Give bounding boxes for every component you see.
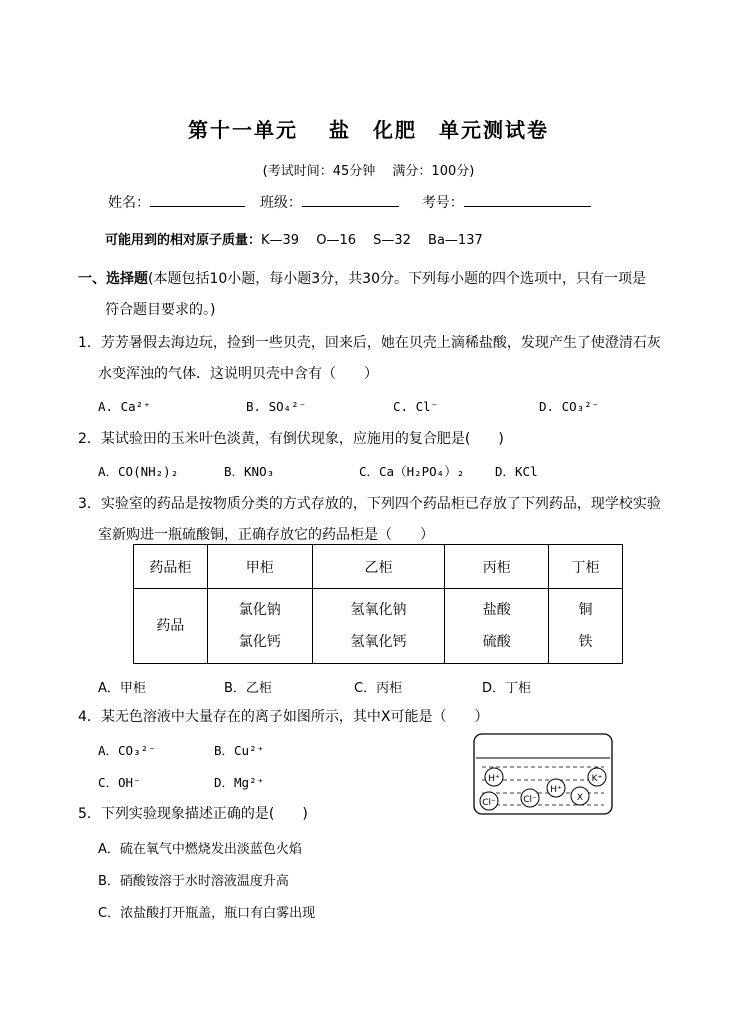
q4-option-b[interactable]: B．Cu²⁺ — [214, 743, 265, 758]
exam-info-subtitle: (考试时间：45分钟 满分：100分) — [262, 164, 475, 179]
number-label: 考号： — [421, 195, 464, 211]
chemical: 铜 — [578, 602, 593, 618]
cabinet-table — [133, 544, 623, 664]
q4-option-d[interactable]: D．Mg²⁺ — [214, 775, 265, 790]
chemical: 盐酸 — [482, 602, 511, 618]
q2-option-b[interactable]: B．KNO₃ — [224, 464, 275, 479]
atomic-mass-values: K—39 O—16 S—32 Ba—137 — [261, 233, 483, 248]
q3-option-c[interactable]: C．丙柜 — [354, 681, 403, 696]
atomic-mass-line — [105, 229, 483, 248]
q1-option-a[interactable]: A. Ca²⁺ — [98, 399, 151, 414]
q2-option-d[interactable]: D．KCl — [495, 464, 538, 479]
name-label: 姓名： — [108, 195, 150, 211]
section-desc-1: (本题包括10小题，每小题3分，共30分。下列每小题的四个选项中，只有一项是 — [148, 271, 646, 287]
q3-option-a[interactable]: A．甲柜 — [98, 681, 146, 696]
ion-label: X — [576, 793, 584, 803]
q5-option-b[interactable]: B．硝酸铵溶于水时溶液温度升高 — [98, 874, 289, 889]
section-desc-2: 符合题目要求的。) — [105, 302, 216, 318]
ion-container-diagram — [472, 732, 614, 816]
data-cell — [207, 589, 312, 664]
q3-option-d[interactable]: D．丁柜 — [482, 681, 532, 696]
ion-label: Cl⁻ — [523, 795, 537, 805]
section-heading-line — [78, 270, 646, 288]
chemical: 氢氧化钠 — [350, 602, 407, 618]
q2-line1: 2．某试验田的玉米叶色淡黄，有倒伏现象，应施用的复合肥是( ) — [78, 431, 504, 447]
header-cell: 甲柜 — [207, 545, 312, 589]
name-blank[interactable] — [150, 192, 245, 207]
ion-label: H⁺ — [488, 774, 500, 784]
cabinet-data-row — [134, 589, 623, 664]
chemical: 氢氧化钙 — [350, 634, 407, 650]
header-cell: 乙柜 — [312, 545, 445, 589]
chemical: 铁 — [578, 634, 593, 650]
header-cell: 药品柜 — [134, 545, 208, 589]
q3-option-b[interactable]: B．乙柜 — [224, 681, 272, 696]
chemical: 氯化钠 — [238, 602, 281, 618]
data-cell — [445, 589, 549, 664]
q1-option-d[interactable]: D. CO₃²⁻ — [539, 399, 600, 414]
q1-line1: 1．芳芳暑假去海边玩，捡到一些贝壳，回来后，她在贝壳上滴稀盐酸，发现产生了使澄清石灰 — [78, 335, 661, 351]
ion-label: K⁺ — [591, 774, 603, 784]
header-cell: 丙柜 — [445, 545, 549, 589]
q4-line1: 4．某无色溶液中大量存在的离子如图所示，其中X可能是（ ） — [78, 709, 489, 725]
data-cell — [312, 589, 445, 664]
ion-label: H⁺ — [550, 785, 562, 795]
q1-option-c[interactable]: C. Cl⁻ — [393, 399, 439, 414]
q3-line1: 3．实验室的药品是按物质分类的方式存放的，下列四个药品柜已存放了下列药品，现学校实验 — [78, 496, 661, 512]
q4-option-c[interactable]: C．OH⁻ — [98, 775, 141, 790]
class-label: 班级： — [259, 195, 302, 211]
q5-line1: 5．下列实验现象描述正确的是( ) — [78, 806, 308, 822]
number-blank[interactable] — [464, 192, 591, 207]
q1-option-b[interactable]: B. SO₄²⁻ — [246, 399, 307, 414]
q2-option-a[interactable]: A．CO(NH₂)₂ — [98, 464, 179, 479]
q4-option-a[interactable]: A．CO₃²⁻ — [98, 743, 156, 758]
q1-line2: 水变浑浊的气体．这说明贝壳中含有（ ） — [98, 366, 378, 382]
header-cell: 丁柜 — [549, 545, 623, 589]
chemical: 氯化钙 — [238, 634, 281, 650]
chemical: 硫酸 — [482, 634, 511, 650]
q3-line2: 室新购进一瓶硫酸铜，正确存放它的药品柜是（ ） — [98, 527, 434, 543]
data-cell — [549, 589, 623, 664]
ion-label: Cl⁻ — [482, 798, 496, 808]
atomic-mass-label: 可能用到的相对原子质量： — [105, 233, 262, 248]
section-heading: 一、选择题 — [78, 271, 148, 287]
student-info-row — [108, 192, 591, 212]
page-title: 第十一单元 盐 化肥 单元测试卷 — [188, 118, 549, 142]
row-label-cell: 药品 — [134, 589, 208, 664]
cabinet-header-row — [134, 545, 623, 589]
q2-option-c[interactable]: C．Ca（H₂PO₄）₂ — [359, 464, 465, 479]
class-blank[interactable] — [302, 192, 399, 207]
q5-option-c[interactable]: C．浓盐酸打开瓶盖，瓶口有白雾出现 — [98, 906, 316, 921]
q5-option-a[interactable]: A．硫在氧气中燃烧发出淡蓝色火焰 — [98, 842, 302, 857]
